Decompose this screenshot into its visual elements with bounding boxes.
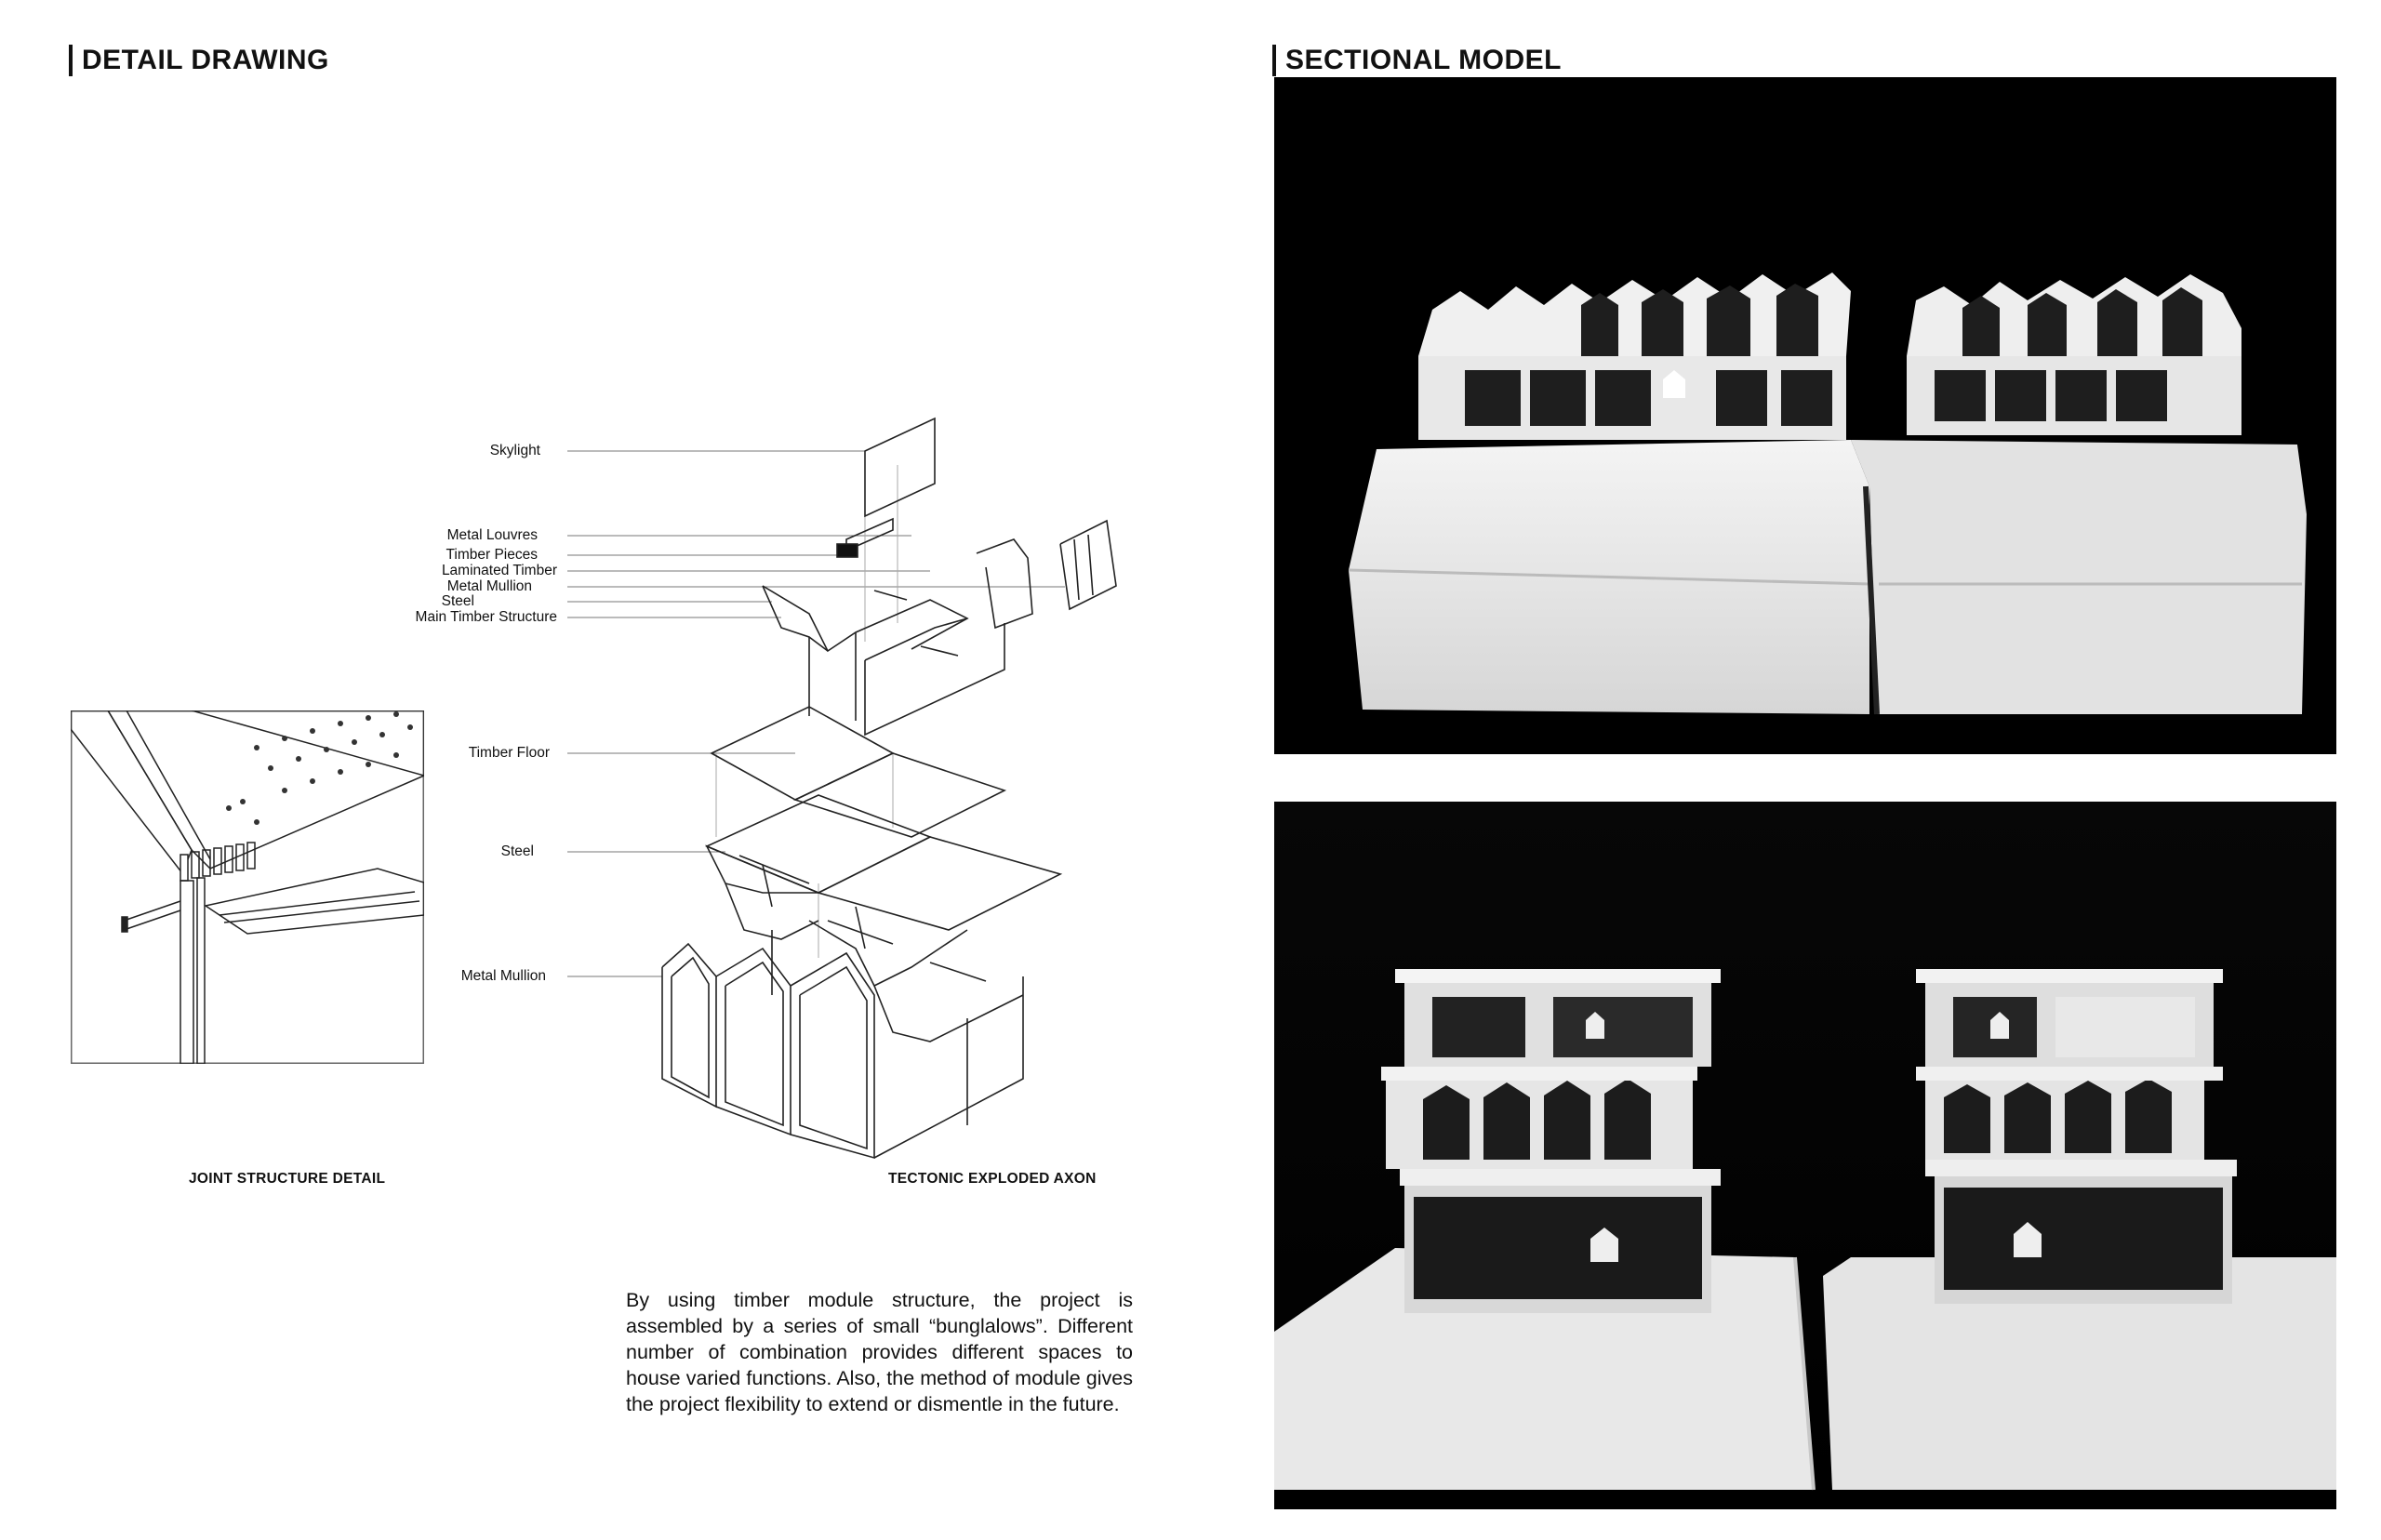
axon-label-main-timber-structure: Main Timber Structure <box>415 609 557 625</box>
axon-label-metal-mullion-top: Metal Mullion <box>446 578 532 594</box>
axon-label-metal-louvres: Metal Louvres <box>446 527 538 543</box>
skylight-panel <box>865 418 935 516</box>
sectional-model-photo-top <box>1274 77 2336 754</box>
foam-base-right <box>1851 440 2307 714</box>
caption-joint-structure: JOINT STRUCTURE DETAIL <box>189 1171 386 1187</box>
axon-label-timber-floor: Timber Floor <box>468 745 550 761</box>
caption-exploded-axon: TECTONIC EXPLODED AXON <box>888 1171 1097 1187</box>
joint-block <box>837 544 858 557</box>
exploded-axon-drawing <box>372 400 1135 1162</box>
axon-label-laminated-timber: Laminated Timber <box>441 563 557 578</box>
lower-panel <box>206 869 424 934</box>
detail-drawing-title: DETAIL DRAWING <box>69 45 329 76</box>
timber-floor <box>712 707 1004 837</box>
perforated-panel <box>108 710 424 869</box>
middle-module-steel <box>707 795 1060 1042</box>
sectional-model-photo-bottom <box>1274 802 2336 1509</box>
projection-lines <box>716 465 898 958</box>
timber-fins <box>180 843 255 881</box>
axon-label-timber-pieces: Timber Pieces <box>446 547 538 563</box>
sectional-model-title: SECTIONAL MODEL <box>1272 45 1562 76</box>
model-building-left <box>1418 272 1851 440</box>
axon-label-steel-top: Steel <box>441 593 474 609</box>
model-building-left <box>1381 969 1721 1313</box>
column <box>180 881 193 1064</box>
beam <box>71 710 192 873</box>
roof-module-upper <box>763 521 1116 735</box>
axon-label-skylight: Skylight <box>489 443 540 458</box>
leader-lines <box>567 451 1065 976</box>
joint-structure-detail-drawing <box>71 710 424 1064</box>
project-description: By using timber module structure, the project is assembled by a series of small “bunglalows”. Different number of combination provides different spaces to house varied functions. Also, the method of module gives the project flexibility to extend or dismentle in the future. <box>626 1289 1133 1415</box>
axon-label-metal-mullion-bottom: Metal Mullion <box>460 968 546 984</box>
model-building-right <box>1916 969 2237 1304</box>
axon-label-steel-bottom: Steel <box>500 843 534 859</box>
model-building-right <box>1907 274 2241 435</box>
